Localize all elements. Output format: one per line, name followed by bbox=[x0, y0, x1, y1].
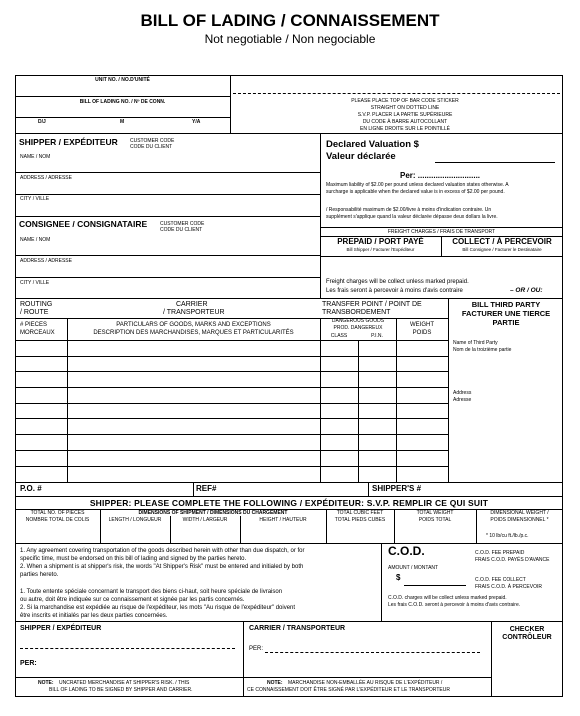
goods-row[interactable] bbox=[16, 451, 447, 466]
complete-following-banner: SHIPPER: PLEASE COMPLETE THE FOLLOWING / EXPÉDITEUR: S.V.P. REMPLIR CE QUI SUIT bbox=[89, 498, 489, 508]
bol-no-field[interactable] bbox=[18, 106, 226, 116]
prepaid-sub-label: Bill Shipper / Facturer l'Expéditeur bbox=[346, 247, 415, 252]
prod-dangereux-label: PROD. DANGEREUX bbox=[333, 325, 383, 331]
third-party-name-label: Name of Third Party bbox=[453, 340, 498, 346]
third-party-name-field[interactable] bbox=[453, 356, 558, 386]
unit-no-label: UNIT NO. / NO.D'UNITÉ bbox=[95, 77, 150, 83]
po-label: P.O. # bbox=[20, 484, 42, 493]
third-party-address-label: Address bbox=[453, 390, 472, 396]
consignee-cust-code-label-fr: CODE DU CLIENT bbox=[160, 227, 203, 233]
consignee-customer-code-field[interactable] bbox=[215, 220, 315, 234]
barcode-note-4: DU CODE À BARRE AUTOCOLLANT bbox=[362, 119, 448, 125]
po-field[interactable] bbox=[55, 484, 190, 495]
consignee-address-label: ADDRESS / ADRESSE bbox=[20, 258, 72, 264]
shipper-city-field[interactable] bbox=[20, 204, 315, 214]
consignee-title: CONSIGNEE / CONSIGNATAIRE bbox=[19, 219, 148, 229]
total-pieces-label-fr: NOMBRE TOTAL DE COLIS bbox=[25, 517, 90, 523]
cod-amount-label: AMOUNT / MONTANT bbox=[388, 565, 439, 571]
terms-fr-2: 2. Si la marchandise est expédiée au risque de l'expéditeur, les mots "Au risque de l'expéditeur" doivent bbox=[20, 605, 296, 611]
ref-label: REF# bbox=[196, 484, 217, 493]
cod-fee-prepaid-label: C.O.D. FEE PREPAID bbox=[475, 550, 525, 556]
transporteur-label: / TRANSPORTEUR bbox=[163, 309, 225, 316]
carrier-per-label: PER: bbox=[249, 646, 264, 652]
shipper-cust-code-label-fr: CODE DU CLIENT bbox=[130, 144, 173, 150]
barcode-note-2: STRAIGHT ON DOTTED LINE bbox=[370, 105, 440, 111]
shipper-note-2: BILL OF LADING TO BE SIGNED BY SHIPPER AND CARRIER. bbox=[49, 687, 193, 693]
weight-label: WEIGHT bbox=[410, 322, 434, 328]
shipper-note-1: UNCRATED MERCHANDISE AT SHIPPER'S RISK. / THIS bbox=[59, 680, 190, 686]
goods-row[interactable] bbox=[16, 467, 447, 482]
terms-en-2b: parties hereto. bbox=[20, 572, 59, 578]
barcode-dotted-line bbox=[233, 93, 560, 94]
cod-note-en: C.O.D. charges will be collect unless marked prepaid. bbox=[388, 595, 507, 601]
cod-title: C.O.D. bbox=[388, 544, 425, 558]
consignee-name-field[interactable] bbox=[20, 245, 315, 255]
checker-title: CHECKER bbox=[509, 626, 545, 633]
total-weight-label: TOTAL WEIGHT bbox=[416, 510, 454, 516]
unit-no-field[interactable] bbox=[18, 85, 226, 95]
total-weight-label-fr: POIDS TOTAL bbox=[418, 517, 452, 523]
morceaux-label: MORCEAUX bbox=[20, 330, 55, 336]
particulars-label: PARTICULARS OF GOODS, MARKS AND EXCEPTIONS bbox=[116, 322, 271, 328]
shipper-cust-code-label: CUSTOMER CODE bbox=[130, 138, 175, 144]
ref-field[interactable] bbox=[225, 484, 365, 495]
shippers-no-label: SHIPPER'S # bbox=[372, 484, 422, 493]
dangerous-goods-label: DANGEROUS GOODS bbox=[331, 318, 385, 324]
shipper-name-field[interactable] bbox=[20, 162, 315, 172]
dimensional-weight-label: DIMENSIONAL WEIGHT / bbox=[490, 510, 549, 516]
valuation-liability-fr-2: supplément s'applique quand la valeur déclarée dépasse deux dollars la livre. bbox=[326, 214, 498, 220]
freight-charges-title: FREIGHT CHARGES / FRAIS DE TRANSPORT bbox=[387, 229, 496, 235]
freight-note-fr: Les frais seront à percevoir à moins d'avis contraire bbox=[326, 288, 463, 294]
length-field[interactable] bbox=[102, 526, 168, 541]
date-field[interactable] bbox=[18, 125, 226, 133]
checker-title-fr: CONTRÔLEUR bbox=[502, 634, 552, 641]
prepaid-label: PREPAID / PORT PAYÉ bbox=[337, 237, 424, 246]
consignee-city-field[interactable] bbox=[20, 287, 315, 297]
shipper-per-field[interactable] bbox=[40, 658, 235, 667]
cod-fee-collect-label-fr: FRAIS C.O.D. À PERCEVOIR bbox=[475, 584, 542, 590]
valuation-per-field[interactable]: Per: ............................ bbox=[400, 171, 481, 180]
barcode-note-1: PLEASE PLACE TOP OF BAR CODE STICKER bbox=[351, 98, 459, 104]
consignee-address-field[interactable] bbox=[20, 266, 315, 276]
third-party-address-field[interactable] bbox=[453, 406, 558, 476]
bol-no-label: BILL OF LADING NO. / Nº DE CONN. bbox=[79, 99, 166, 105]
barcode-note-3: S.V.P. PLACER LA PARTIE SUPÉRIEURE bbox=[357, 112, 453, 118]
shipper-customer-code-field[interactable] bbox=[185, 137, 315, 151]
cod-amount-field[interactable] bbox=[404, 573, 466, 586]
dimensions-title: DIMENSIONS OF SHIPMENT / DIMENSIONS DU CHARGEMENT bbox=[138, 510, 288, 516]
shipper-address-label: ADDRESS / ADRESSE bbox=[20, 175, 72, 181]
day-label: D/J bbox=[38, 119, 46, 125]
terms-fr-1b: ou autre, doit être indiquée sur ce connaissement et signée par les partis concernés. bbox=[20, 597, 245, 603]
total-pieces-label: TOTAL NO. OF PIECES bbox=[30, 510, 85, 516]
height-label: HEIGHT / HAUTEUR bbox=[259, 517, 307, 523]
height-field[interactable] bbox=[242, 526, 324, 541]
pin-label: P.I.N. bbox=[371, 333, 383, 339]
shippers-no-field[interactable] bbox=[435, 484, 559, 495]
facturer-tierce-title: FACTURER UNE TIERCE bbox=[461, 309, 551, 318]
route-label: / ROUTE bbox=[20, 309, 49, 316]
shipper-title: SHIPPER / EXPÉDITEUR bbox=[19, 137, 118, 147]
or-ou-label: – OR / OU: bbox=[510, 287, 543, 294]
shipper-signature-field[interactable] bbox=[20, 637, 235, 649]
description-label: DESCRIPTION DES MARCHANDISES, MARQUES ET PARTICULARITÉS bbox=[93, 330, 294, 336]
total-cubic-feet-field[interactable] bbox=[328, 526, 392, 541]
carrier-note-2: CE CONNAISSEMENT DOIT ÊTRE SIGNÉ PAR L'EXPÉDITEUR ET LE TRANSPORTEUR bbox=[247, 687, 450, 693]
carrier-note-label: NOTE: bbox=[267, 680, 283, 686]
carrier-note-1: MARCHANDISE NON-EMBALLÉE AU RISQUE DE L'EXPÉDITEUR / bbox=[288, 680, 443, 686]
class-label: CLASS bbox=[330, 333, 348, 339]
consignee-city-label: CITY / VILLE bbox=[20, 280, 50, 286]
cod-fee-prepaid-label-fr: FRAIS C.O.D. PAYÉS D'AVANCE bbox=[475, 557, 550, 563]
terms-fr-2b: être inscrits et initialés par les deux parties concernées. bbox=[20, 613, 168, 619]
partie-title: PARTIE bbox=[492, 318, 520, 327]
dimensional-weight-field[interactable] bbox=[478, 526, 560, 533]
goods-row[interactable] bbox=[16, 357, 447, 371]
dimensional-weight-note: * 10 lb/cu ft./lb./p.c. bbox=[486, 533, 529, 539]
consignee-name-label: NAME / NOM bbox=[20, 237, 51, 243]
valeur-declaree-label: Valeur déclarée bbox=[326, 151, 396, 162]
goods-row[interactable] bbox=[16, 435, 447, 450]
cod-fee-collect-label: C.O.D. FEE COLLECT bbox=[475, 577, 526, 583]
carrier-label: CARRIER bbox=[176, 301, 208, 308]
third-party-name-label-fr: Nom de la troizième partie bbox=[453, 347, 512, 353]
carrier-per-field[interactable] bbox=[265, 643, 480, 653]
shipper-per-label: PER: bbox=[20, 660, 37, 667]
goods-row[interactable] bbox=[16, 372, 447, 387]
valuation-liability-en-2: surcharge is applicable when the declared value is in excess of $2.00 per pound. bbox=[326, 189, 505, 195]
width-field[interactable] bbox=[172, 526, 238, 541]
shipper-city-label: CITY / VILLE bbox=[20, 196, 50, 202]
year-label: Y/A bbox=[192, 119, 201, 125]
terms-en-1: 1. Any agreement covering transportation of the goods described herein with other than due dispatch, or for bbox=[20, 548, 305, 554]
pieces-label: # PIECES bbox=[20, 322, 48, 328]
total-weight-field[interactable] bbox=[396, 526, 474, 541]
declared-valuation-label: Declared Valuation $ bbox=[326, 139, 419, 150]
goods-row[interactable] bbox=[16, 341, 447, 356]
declared-valuation-field[interactable] bbox=[435, 140, 555, 163]
shipper-note-label: NOTE: bbox=[38, 680, 54, 686]
valuation-liability-en-1: Maximum liability of $2.00 per pound unless declared valuation states otherwise. A bbox=[326, 182, 509, 188]
document-subtitle: Not negotiable / Non negociable bbox=[204, 32, 376, 46]
checker-signature-field[interactable] bbox=[494, 645, 560, 693]
shipper-name-label: NAME / NOM bbox=[20, 154, 51, 160]
routing-label: ROUTING bbox=[20, 301, 53, 308]
goods-row[interactable] bbox=[16, 388, 447, 403]
length-label: LENGTH / LONGUEUR bbox=[108, 517, 162, 523]
consignee-cust-code-label: CUSTOMER CODE bbox=[160, 221, 205, 227]
third-party-address-label-fr: Adresse bbox=[453, 397, 472, 403]
transbordement-label: TRANSBORDEMENT bbox=[322, 309, 391, 316]
width-label: WIDTH / LARGEUR bbox=[182, 517, 228, 523]
collect-label: COLLECT / À PERCEVOIR bbox=[452, 237, 552, 246]
freight-note-en: Freight charges will be collect unless marked prepaid. bbox=[326, 279, 469, 285]
cod-dollar-sign: $ bbox=[396, 573, 401, 582]
document-title: BILL OF LADING / CONNAISSEMENT bbox=[140, 11, 440, 30]
shipper-signature-title: SHIPPER / EXPÉDITEUR bbox=[20, 625, 102, 632]
shipper-address-field[interactable] bbox=[20, 183, 315, 193]
goods-row[interactable] bbox=[16, 419, 447, 434]
valuation-liability-fr-1: / Responsabilité maximum de $2.00/livre à moins d'indication contraire. Un bbox=[326, 207, 492, 213]
terms-en-1b: specific time, must be endorsed on this bill of lading and signed by the parties hereto. bbox=[20, 556, 247, 562]
barcode-sticker-area[interactable] bbox=[233, 76, 560, 92]
total-cubic-feet-label: TOTAL CUBIC FEET bbox=[336, 510, 384, 516]
dimensional-weight-label-fr: POIDS DIMENSIONNEL * bbox=[490, 517, 549, 523]
terms-en-2: 2. When a shipment is at shipper's risk, the words "At Shipper's Risk" must be entered and initialed by both bbox=[20, 564, 304, 570]
total-cubic-feet-label-fr: TOTAL PIEDS CUBES bbox=[334, 517, 386, 523]
transfer-point-label: TRANSFER POINT / POINT DE bbox=[322, 301, 422, 308]
poids-label: POIDS bbox=[412, 330, 432, 336]
prepaid-option[interactable] bbox=[321, 237, 440, 256]
cod-note-fr: Les frais C.O.D. seront à percevoir à moins d'avis contraire. bbox=[388, 602, 521, 608]
bill-third-party-title: BILL THIRD PARTY bbox=[471, 300, 541, 309]
barcode-note-5: EN LIGNE DROITE SUR LE POINTILLÉ bbox=[359, 126, 451, 132]
terms-fr-1: 1. Toute entente spéciale concernant le transport des biens ci-haut, soit heure spéciale de livraison bbox=[20, 589, 283, 595]
month-label: M bbox=[120, 119, 125, 125]
carrier-signature-title: CARRIER / TRANSPORTEUR bbox=[249, 625, 346, 632]
collect-option[interactable] bbox=[442, 237, 562, 256]
goods-row[interactable] bbox=[16, 404, 447, 418]
collect-sub-label: Bill Consignee / Facturer le Destinataire bbox=[462, 247, 542, 252]
total-pieces-field[interactable] bbox=[17, 526, 98, 541]
